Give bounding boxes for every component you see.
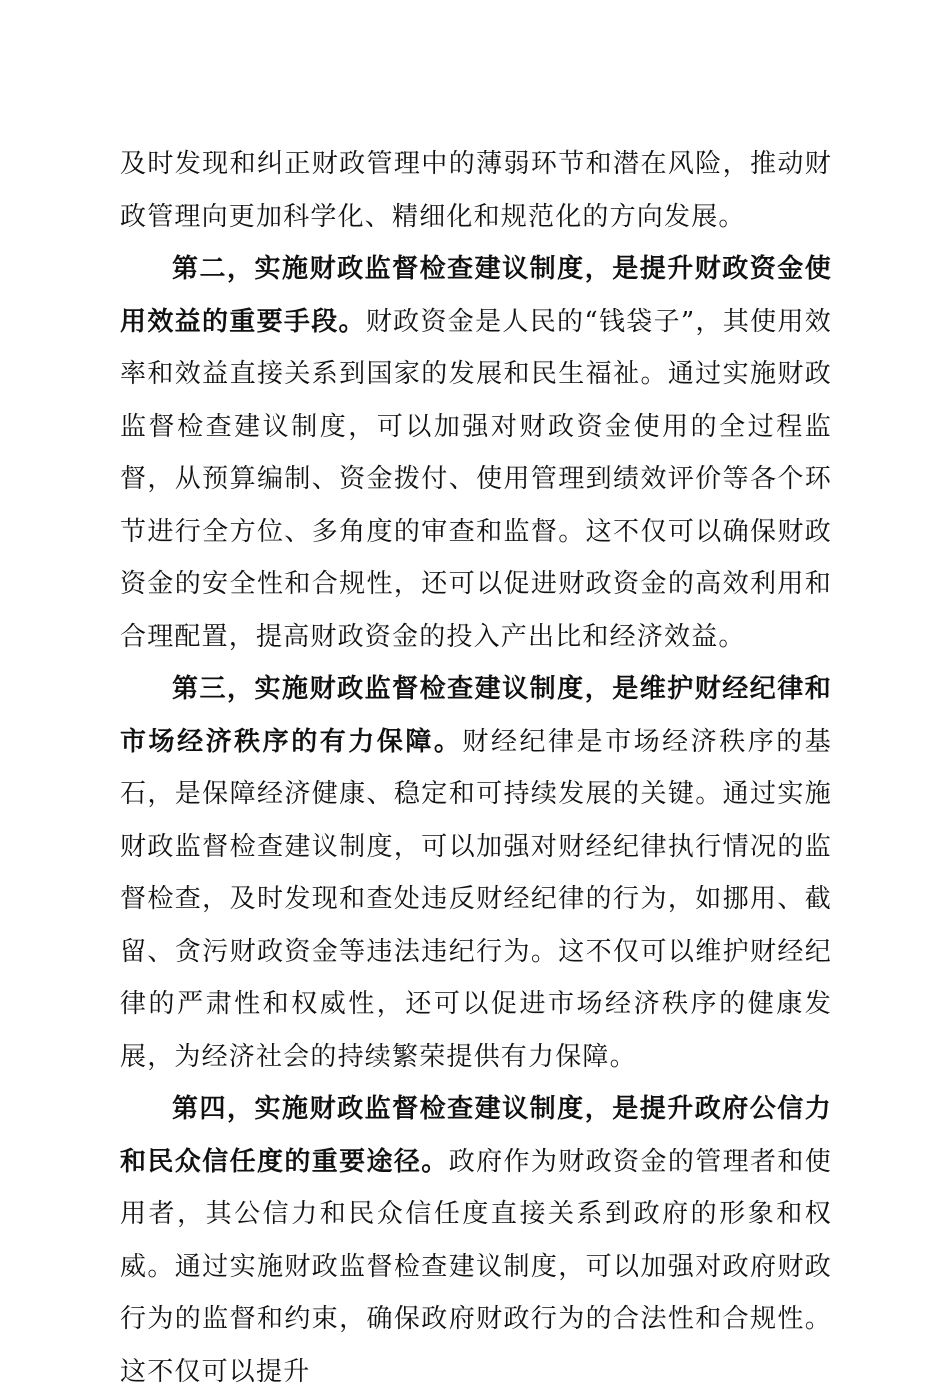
paragraph-2-lead: 第二，实施财政监督检查建议制度，是提升财政资金使用效益的重要手段。 — [120, 254, 832, 337]
paragraph-1-text: 及时发现和纠正财政管理中的薄弱环节和潜在风险，推动财政管理向更加科学化、精细化和规范化的方向发展。 — [120, 149, 832, 232]
paragraph-3 — [120, 663, 832, 1083]
paragraph-3-lead: 第三，实施财政监督检查建议制度，是维护财经纪律和市场经济秩序的有力保障。 — [120, 674, 832, 757]
paragraph-2 — [120, 243, 832, 663]
paragraph-2-text: 财政资金是人民的“钱袋子”，其使用效率和效益直接关系到国家的发展和民生福祉。通过实施财政监督检查建议制度，可以加强对财政资金使用的全过程监督，从预算编制、资金拨付、使用管理到绩效评价等各个环节进行全方位、多角度的审查和监督。这不仅可以确保财政资金的安全性和合规性，还可以促进财政资金的高效利用和合理配置，提高财政资金的投入产出比和经济效益。 — [120, 306, 832, 652]
paragraph-4-text: 政府作为财政资金的管理者和使用者，其公信力和民众信任度直接关系到政府的形象和权威。通过实施财政监督检查建议制度，可以加强对政府财政行为的监督和约束，确保政府财政行为的合法性和合规性。这不仅可以提升 — [120, 1146, 832, 1387]
paragraph-4 — [120, 1083, 832, 1398]
document-body — [120, 138, 832, 1398]
paragraph-1 — [120, 138, 832, 243]
paragraph-3-text: 财经纪律是市场经济秩序的基石，是保障经济健康、稳定和可持续发展的关键。通过实施财政监督检查建议制度，可以加强对财经纪律执行情况的监督检查，及时发现和查处违反财经纪律的行为，如挪用、截留、贪污财政资金等违法违纪行为。这不仅可以维护财经纪律的严肃性和权威性，还可以促进市场经济秩序的健康发展，为经济社会的持续繁荣提供有力保障。 — [120, 726, 832, 1072]
paragraph-4-lead: 第四，实施财政监督检查建议制度，是提升政府公信力和民众信任度的重要途径。 — [120, 1094, 832, 1177]
